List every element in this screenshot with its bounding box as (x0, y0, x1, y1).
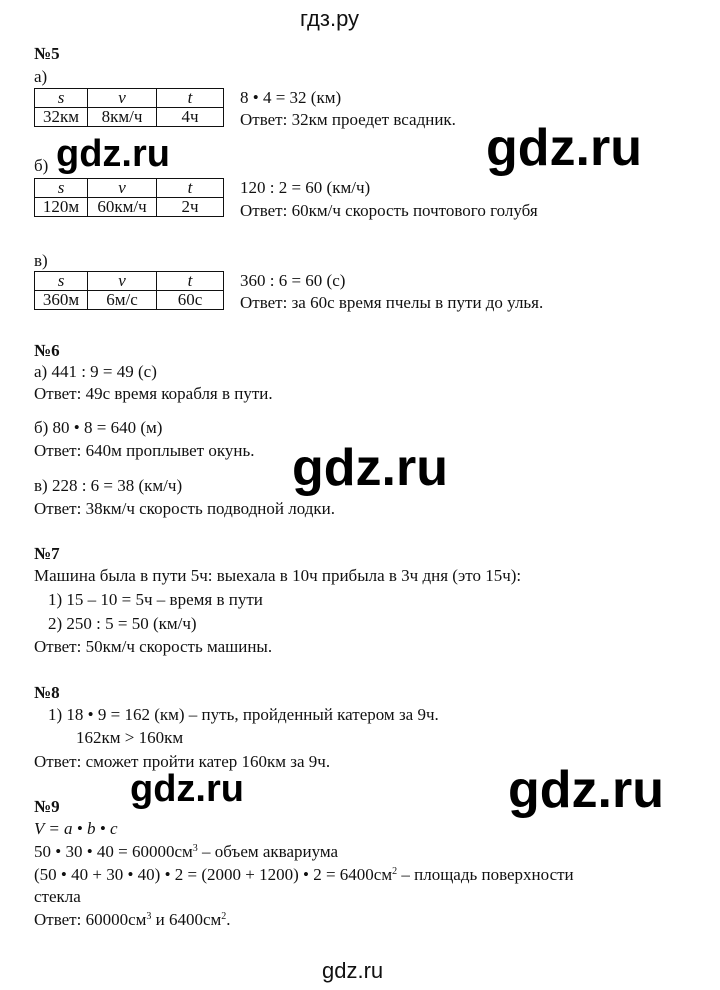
task-5a-answer: Ответ: 32км проедет всадник. (240, 110, 456, 129)
task-5b-table (34, 178, 224, 217)
col-t: t (157, 272, 224, 291)
task-6-line: Ответ: 38км/ч скорость подводной лодки. (34, 499, 335, 518)
task-5c-table (34, 271, 224, 310)
col-v: v (88, 179, 157, 198)
task-6-line: в) 228 : 6 = 38 (км/ч) (34, 476, 183, 495)
task-7-line: Машина была в пути 5ч: выехала в 10ч прибыла в 3ч дня (это 15ч): (34, 566, 522, 585)
task-9-answer: Ответ: $60000см^3$ и $6400см^2$. (34, 910, 231, 929)
watermark: gdz.ru (56, 133, 170, 175)
task-5b-calc: 120 : 2 = 60 (км/ч) (240, 178, 371, 197)
col-t: t (157, 89, 224, 108)
task-7-line: Ответ: 50км/ч скорость машины. (34, 637, 273, 656)
footer-watermark: gdz.ru (322, 958, 384, 983)
task-9-line: (50 • 40 + 30 • 40) • 2 = (2000 + 1200) • $2 = 6400см^2$ – площадь поверхности (34, 865, 574, 884)
task-8-line: 162км > 160км (76, 728, 184, 747)
task-7-heading: №7 (34, 544, 60, 563)
cell-t: 4ч (157, 108, 224, 127)
cell-s: 32км (35, 108, 88, 127)
task-7-line: 2) 250 : 5 = 50 (км/ч) (48, 614, 197, 633)
task-9-heading: №9 (34, 797, 60, 816)
task-5c-answer: Ответ: за 60с время пчелы в пути до улья. (240, 293, 544, 312)
task-6-line: Ответ: 640м проплывет окунь. (34, 441, 255, 460)
task-5c-label: в) (34, 251, 48, 270)
task-7-line: 1) 15 – 10 = 5ч – время в пути (48, 590, 263, 609)
task-6-line: а) 441 : 9 = 49 (с) (34, 362, 157, 381)
watermark: gdz.ru (130, 768, 244, 810)
cell-v: 8км/ч (88, 108, 157, 127)
col-v: v (88, 89, 157, 108)
cell-t: 60с (157, 291, 224, 310)
task-6-line: Ответ: 49с время корабля в пути. (34, 384, 273, 403)
task-8-heading: №8 (34, 683, 60, 702)
site-title: гдз.ру (300, 6, 360, 31)
task-8-line: Ответ: сможет пройти катер 160км за 9ч. (34, 752, 331, 771)
watermark: gdz.ru (292, 439, 448, 497)
task-9-formula: V = a • b • c (34, 819, 118, 838)
task-6-heading: №6 (34, 341, 60, 360)
task-5a-table (34, 88, 224, 127)
task-9-line: 50 • 30 • $40 = 60000см^3$ – объем аквариума (34, 842, 339, 861)
task-5b-answer: Ответ: 60км/ч скорость почтового голубя (240, 201, 538, 220)
cell-v: 60км/ч (88, 198, 157, 217)
cell-s: 360м (35, 291, 88, 310)
cell-v: 6м/с (88, 291, 157, 310)
col-s: s (35, 89, 88, 108)
cell-t: 2ч (157, 198, 224, 217)
col-v: v (88, 272, 157, 291)
watermark: gdz.ru (486, 119, 642, 177)
task-5-heading: №5 (34, 44, 60, 63)
col-s: s (35, 179, 88, 198)
task-8-line: 1) 18 • 9 = 162 (км) – путь, пройденный катером за 9ч. (48, 705, 439, 724)
col-s: s (35, 272, 88, 291)
watermark: gdz.ru (508, 761, 664, 819)
col-t: t (157, 179, 224, 198)
task-6-line: б) 80 • 8 = 640 (м) (34, 418, 163, 437)
task-9-line: стекла (34, 887, 81, 906)
task-5a-label: а) (34, 67, 48, 86)
task-5a-calc: 8 • 4 = 32 (км) (240, 88, 342, 107)
task-5b-label: б) (34, 156, 49, 175)
task-5c-calc: 360 : 6 = 60 (с) (240, 271, 346, 290)
cell-s: 120м (35, 198, 88, 217)
